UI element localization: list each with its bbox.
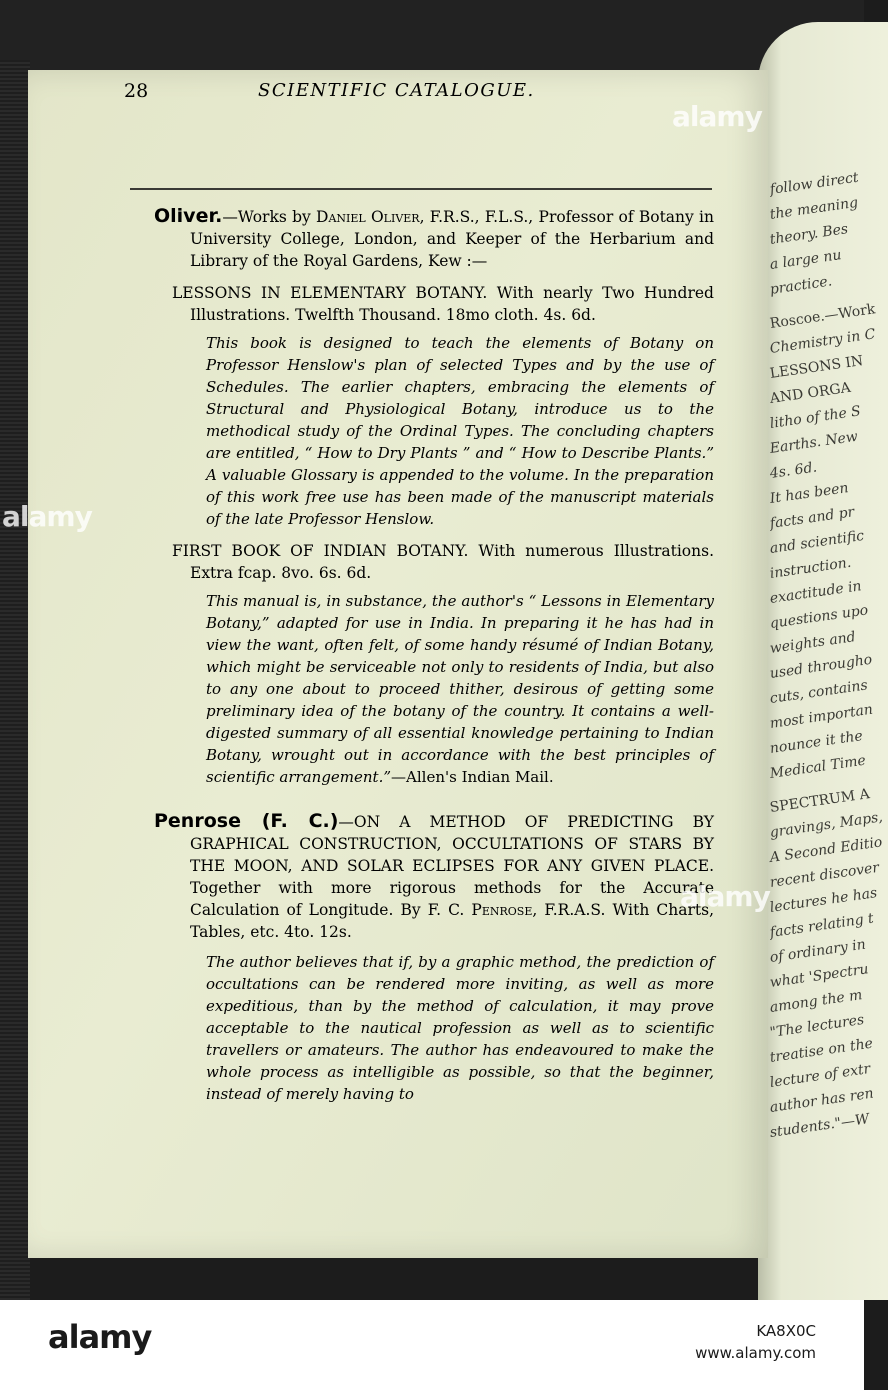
review-source: —Allen's Indian Mail.	[391, 768, 554, 786]
facing-page-fragment: what 'Spectru	[768, 961, 870, 991]
footer-info	[695, 1320, 816, 1364]
book-title: FIRST BOOK OF INDIAN BOTANY.	[172, 542, 469, 560]
facing-page-fragment: cuts, contains	[768, 677, 869, 707]
facing-page	[758, 22, 888, 1300]
facing-page-fragment: Earths. New	[768, 428, 859, 457]
facing-page-fragment: recent discover	[768, 859, 881, 891]
facing-page-fragment: nounce it the	[768, 728, 864, 757]
facing-page-fragment: follow direct	[768, 169, 860, 198]
book-description: The author believes that if, by a graphic method, the prediction of occultations can be rendered more inviting, as well as more expeditious, than by the method of calculation, it may prove acceptable to the nautical profession as well as to scientific travellers or amateurs. The author has endeavoured to make the whole process as intelligible as possible, so that the beginner, instead of merely having to	[206, 953, 714, 1103]
facing-page-fragment: SPECTRUM A	[768, 786, 871, 816]
facing-page-fragment: and scientific	[768, 527, 866, 557]
facing-page-fragment: facts relating t	[768, 910, 875, 941]
facing-page-fragment: AND ORGA	[768, 379, 852, 407]
facing-page-fragment: weights and	[768, 629, 857, 657]
facing-page-fragment: exactitude in	[768, 578, 863, 607]
site-url[interactable]: www.alamy.com	[695, 1344, 816, 1362]
facing-page-fragment: practice.	[768, 273, 834, 298]
facing-page-fragment: treatise on the	[768, 1035, 874, 1066]
book-description: This manual is, in substance, the author's “ Lessons in Elementary Botany,” adapted for use in India. In preparing it he has had in view the want, often felt, of some handy résumé of Indian Botany, which might be serviceable not only to residents of India, but also to any one about to proceed thither, desirous of getting some preliminary idea of the botany of the country. It contains a well-digested summary of all essential knowledge pertaining to Indian Botany, wrought out in accordance with the best principles of scientific arrangement.”—Allen's Indian Mail.	[206, 592, 714, 786]
watermark-logo: alamy	[672, 100, 762, 133]
book-description: This book is designed to teach the elements of Botany on Professor Henslow's plan of selected Types and by the use of Schedules. The earlier chapters, embracing the elements of Structural and Physiological Botany, introduce us to the methodical study of the Ordinal Types. The concluding chapters are entitled, “ How to Dry Plants ” and “ How to Describe Plants.” A valuable Glossary is appended to the volume. In the preparation of this work free use has been made of the manuscript materials of the late Professor Henslow.	[206, 334, 714, 528]
watermark-logo: alamy	[2, 500, 92, 533]
facing-page-fragment: most importan	[768, 701, 874, 732]
facing-page-fragment: It has been	[768, 480, 850, 507]
facing-page-fragment: A Second Editio	[768, 834, 884, 866]
author-name: Penrose (F. C.)	[154, 810, 339, 832]
facing-page-fragment: Medical Time	[768, 752, 867, 782]
facing-page-fragment: instruction.	[768, 554, 853, 582]
page-header	[124, 80, 684, 110]
author-full-name: Daniel Oliver	[316, 208, 420, 226]
dark-background-top	[0, 0, 864, 70]
book-item	[154, 540, 714, 584]
author-name: Oliver.	[154, 205, 223, 227]
facing-page-fragment: Roscoe.—Work	[768, 301, 877, 332]
facing-page-fragment: facts and pr	[768, 504, 856, 532]
facing-page-fragment: author has ren	[768, 1085, 875, 1116]
author-full-name: Penrose	[471, 901, 533, 919]
book-detail: With nearly Two Hundred Illustrations. Twelfth Thousand. 18mo cloth. 4s. 6d.	[190, 284, 714, 324]
facing-page-fragment: lectures he has	[768, 885, 879, 916]
entry-penrose: Penrose (F. C.)—ON A METHOD OF PREDICTING BY GRAPHICAL CONSTRUCTION, OCCULTATIONS OF STARS BY THE MOON, AND SOLAR ECLIPSES FOR ANY GIVEN PLACE. Together with more rigorous methods for the Accurate Calculation of Longitude. By F. C. Penrose, F.R.A.S. With Charts, Tables, etc. 4to. 12s.	[154, 810, 714, 941]
catalogue-content	[154, 205, 714, 1105]
facing-page-fragment: litho of the S	[768, 403, 862, 432]
facing-page-fragment: lecture of extr	[768, 1060, 872, 1091]
facing-page-fragment: Chemistry in C	[768, 326, 877, 357]
watermark-logo: alamy	[680, 880, 770, 913]
book-binding	[0, 60, 30, 1300]
facing-page-fragment: 4s. 6d.	[768, 459, 818, 482]
facing-page-fragment: "The lectures	[768, 1011, 866, 1041]
alamy-logo[interactable]: alamy	[48, 1318, 152, 1356]
page-number: 28	[124, 80, 149, 102]
facing-page-fragment: of ordinary in	[768, 936, 867, 966]
facing-page-fragment: LESSONS IN	[768, 352, 865, 382]
running-title: SCIENTIFIC CATALOGUE.	[258, 80, 535, 101]
image-id: KA8X0C	[756, 1322, 816, 1340]
facing-page-fragment: theory. Bes	[768, 221, 850, 248]
book-detail: With numerous Illustrations. Extra fcap. 8vo. 6s. 6d.	[190, 542, 714, 582]
book-item	[154, 282, 714, 326]
facing-page-fragment: used througho	[768, 651, 874, 682]
facing-page-fragment: gravings, Maps,	[768, 809, 884, 841]
header-rule	[130, 188, 712, 190]
facing-page-fragment: among the m	[768, 987, 864, 1016]
facing-page-fragment: questions upo	[768, 602, 870, 632]
book-title: LESSONS IN ELEMENTARY BOTANY.	[172, 284, 488, 302]
entry-oliver: Oliver.—Works by Daniel Oliver, F.R.S., F.L.S., Professor of Botany in University College, London, and Keeper of the Herbarium and Library of the Royal Gardens, Kew :—	[154, 205, 714, 270]
facing-page-fragment: the meaning	[768, 194, 860, 223]
facing-page-fragment: a large nu	[768, 247, 843, 273]
facing-page-fragment: students."—W	[768, 1111, 871, 1141]
